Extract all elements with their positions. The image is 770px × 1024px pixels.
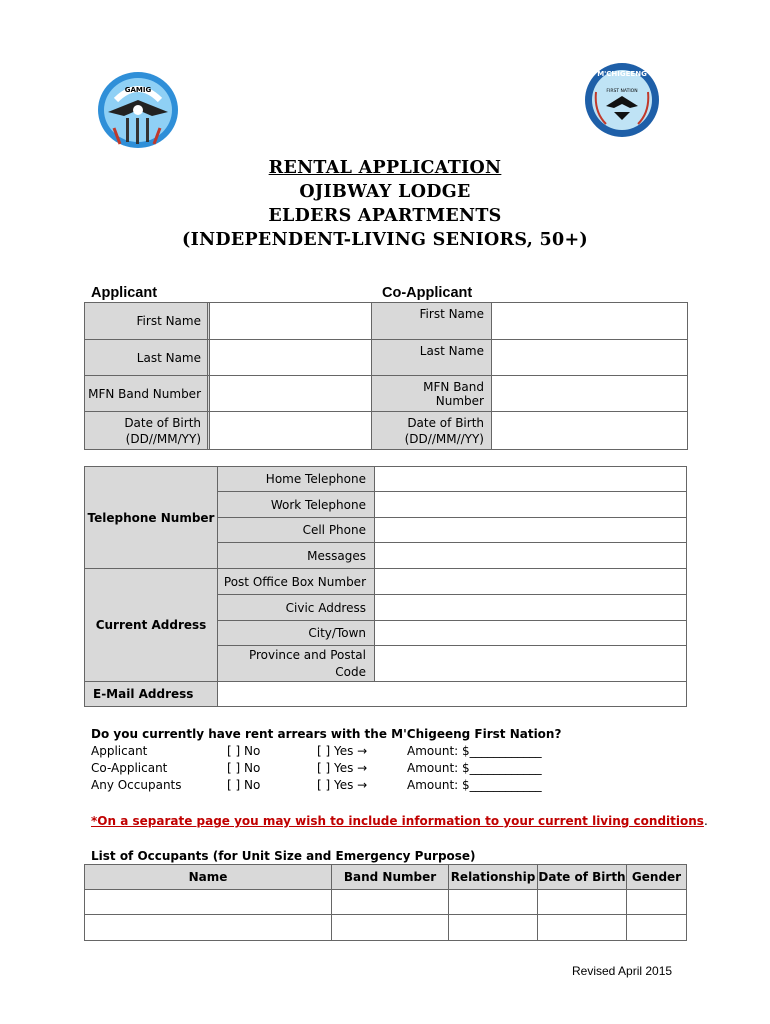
occupants-col-relationship: Relationship bbox=[449, 865, 538, 890]
civic-address-input[interactable] bbox=[375, 595, 687, 621]
co-applicant-first-name-input[interactable] bbox=[492, 303, 688, 340]
table-row bbox=[85, 890, 687, 915]
co-applicant-table bbox=[371, 302, 688, 450]
table-row bbox=[85, 915, 687, 941]
po-box-input[interactable] bbox=[375, 569, 687, 595]
applicant-first-name-label: First Name bbox=[85, 303, 210, 340]
arrears-no-checkbox[interactable]: [ ] No bbox=[227, 778, 261, 792]
occupants-col-name: Name bbox=[85, 865, 332, 890]
occupant-band-number-input[interactable] bbox=[332, 890, 449, 915]
work-telephone-input[interactable] bbox=[375, 492, 687, 518]
co-applicant-dob-input[interactable] bbox=[492, 412, 688, 450]
occupants-col-band-number: Band Number bbox=[332, 865, 449, 890]
svg-text:FIRST NATION: FIRST NATION bbox=[606, 89, 638, 94]
revision-footer: Revised April 2015 bbox=[572, 964, 673, 978]
applicant-last-name-input[interactable] bbox=[208, 340, 382, 376]
arrears-question: Do you currently have rent arrears with the M'Chigeeng First Nation? bbox=[91, 727, 562, 741]
applicant-input-table bbox=[207, 302, 382, 450]
occupants-col-gender: Gender bbox=[627, 865, 687, 890]
applicant-last-name-label: Last Name bbox=[85, 340, 210, 376]
arrears-row-occupants bbox=[91, 778, 691, 795]
applicant-first-name-input[interactable] bbox=[208, 303, 382, 340]
occupant-dob-input[interactable] bbox=[538, 890, 627, 915]
occupant-relationship-input[interactable] bbox=[449, 890, 538, 915]
email-input[interactable] bbox=[218, 682, 687, 707]
occupant-name-input[interactable] bbox=[85, 890, 332, 915]
arrears-amount-field[interactable]: Amount: $____________ bbox=[407, 761, 542, 775]
arrears-no-checkbox[interactable]: [ ] No bbox=[227, 744, 261, 758]
cell-phone-input[interactable] bbox=[375, 518, 687, 543]
arrears-row-label: Applicant bbox=[91, 744, 148, 758]
applicant-band-number-label: MFN Band Number bbox=[85, 376, 210, 412]
arrears-row-label: Any Occupants bbox=[91, 778, 182, 792]
cell-phone-label: Cell Phone bbox=[218, 518, 375, 543]
applicant-table bbox=[84, 302, 211, 450]
occupant-relationship-input[interactable] bbox=[449, 915, 538, 941]
applicant-band-number-input[interactable] bbox=[208, 376, 382, 412]
mchigeeng-seal bbox=[584, 62, 660, 138]
arrears-no-checkbox[interactable]: [ ] No bbox=[227, 761, 261, 775]
address-group-label: Current Address bbox=[85, 569, 218, 682]
occupant-band-number-input[interactable] bbox=[332, 915, 449, 941]
messages-input[interactable] bbox=[375, 543, 687, 569]
applicant-heading: Applicant bbox=[91, 285, 158, 301]
arrears-amount-field[interactable]: Amount: $____________ bbox=[407, 778, 542, 792]
co-applicant-last-name-label: Last Name bbox=[372, 340, 492, 376]
title-apartments: ELDERS APARTMENTS bbox=[268, 206, 502, 226]
gamig-logo bbox=[96, 70, 180, 150]
po-box-label: Post Office Box Number bbox=[218, 569, 375, 595]
arrears-yes-checkbox[interactable]: [ ] Yes → bbox=[317, 778, 368, 792]
province-postal-label-line2: Code bbox=[335, 664, 366, 679]
contact-table bbox=[84, 466, 687, 707]
home-telephone-input[interactable] bbox=[375, 467, 687, 492]
occupant-gender-input[interactable] bbox=[627, 915, 687, 941]
arrears-yes-checkbox[interactable]: [ ] Yes → bbox=[317, 744, 368, 758]
arrears-row-label: Co-Applicant bbox=[91, 761, 168, 775]
home-telephone-label: Home Telephone bbox=[218, 467, 375, 492]
province-postal-input[interactable] bbox=[375, 646, 687, 682]
applicant-dob-label-line1: Date of Birth bbox=[124, 415, 201, 430]
co-applicant-dob-label-line1: Date of Birth bbox=[407, 415, 484, 430]
occupant-name-input[interactable] bbox=[85, 915, 332, 941]
city-town-input[interactable] bbox=[375, 621, 687, 646]
co-applicant-band-number-input[interactable] bbox=[492, 376, 688, 412]
city-town-label: City/Town bbox=[218, 621, 375, 646]
arrears-row-applicant bbox=[91, 744, 691, 761]
applicant-dob-label-line2: (DD//MM/YY) bbox=[125, 431, 201, 446]
form-title: RENTAL APPLICATION bbox=[268, 158, 502, 178]
occupants-col-dob: Date of Birth bbox=[538, 865, 627, 890]
province-postal-label bbox=[218, 646, 375, 682]
occupants-table bbox=[84, 864, 687, 941]
messages-label: Messages bbox=[218, 543, 375, 569]
occupant-dob-input[interactable] bbox=[538, 915, 627, 941]
telephone-group-label: Telephone Number bbox=[85, 467, 218, 569]
co-applicant-band-number-label: MFN Band Number bbox=[372, 376, 492, 412]
co-applicant-first-name-label: First Name bbox=[372, 303, 492, 340]
civic-address-label: Civic Address bbox=[218, 595, 375, 621]
living-conditions-note-text: *On a separate page you may wish to include information to your current living conditions bbox=[91, 814, 704, 828]
work-telephone-label: Work Telephone bbox=[218, 492, 375, 518]
email-label: E-Mail Address bbox=[85, 682, 218, 707]
arrears-yes-checkbox[interactable]: [ ] Yes → bbox=[317, 761, 368, 775]
title-lodge: OJIBWAY LODGE bbox=[299, 182, 471, 202]
title-eligibility: (INDEPENDENT-LIVING SENIORS, 50+) bbox=[182, 230, 588, 250]
arrears-row-co-applicant bbox=[91, 761, 691, 778]
arrears-amount-field[interactable]: Amount: $____________ bbox=[407, 744, 542, 758]
co-applicant-last-name-input[interactable] bbox=[492, 340, 688, 376]
applicant-dob-input[interactable] bbox=[208, 412, 382, 450]
living-conditions-note bbox=[91, 814, 708, 828]
co-applicant-dob-label-line2: (DD//MM//YY) bbox=[404, 431, 484, 446]
co-applicant-heading: Co-Applicant bbox=[382, 285, 473, 301]
svg-text:M'CHIGEENG: M'CHIGEENG bbox=[597, 70, 647, 78]
province-postal-label-line1: Province and Postal bbox=[248, 647, 366, 662]
co-applicant-dob-label bbox=[372, 412, 492, 450]
occupant-gender-input[interactable] bbox=[627, 890, 687, 915]
svg-text:GAMIG: GAMIG bbox=[124, 86, 152, 94]
note-period: . bbox=[703, 814, 708, 828]
applicant-dob-label bbox=[85, 412, 210, 450]
occupants-heading: List of Occupants (for Unit Size and Emergency Purpose) bbox=[91, 849, 476, 863]
